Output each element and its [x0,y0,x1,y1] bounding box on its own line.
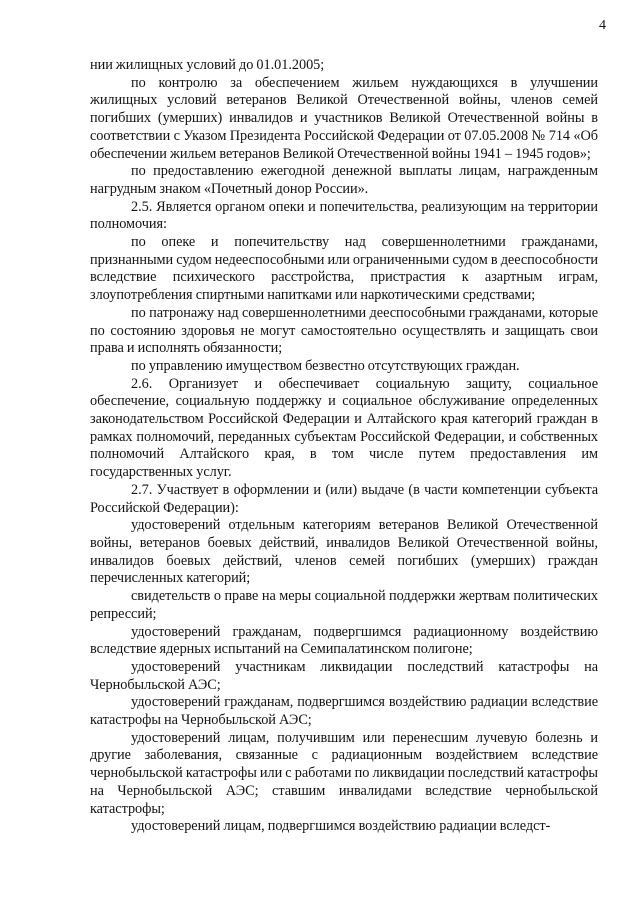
document-body [90,57,598,836]
paragraph-8: 2.6. Организует и обеспечивает социальную защиту, социальное обеспечение, социальную поддержку и социальное обслуживание определенных законодательством Российской Федерации и Алтайского края категорий граждан в рамках полномочий, переданных субъектам Российской Федерации, и собственных полномочий Алтайского края, в том числе путем предоставления им государственных услуг. [90,375,598,481]
paragraph-1: нии жилищных условий до 01.01.2005; [90,57,325,73]
paragraph-12: удостоверений гражданам, подвергшимся радиационному воздействию вследствие ядерных испытаний на Семипалатинском полигоне; [90,623,598,658]
paragraph-4: 2.5. Является органом опеки и попечительства, реализующим на территории полномочия: [90,198,598,233]
paragraph-11: свидетельств о праве на меры социальной поддержки жертвам политических репрессий; [90,588,598,622]
paragraph-16: удостоверений лицам, подвергшимся воздействию радиации вследст- [131,818,551,835]
paragraph-15: удостоверений лицам, получившим или перенесшим лучевую болезнь и другие заболевания, связанные с радиационным воздействием вследствие чернобыльской катастрофы или с работами по ликвидации последствий катастрофы на Чернобыльской АЭС; ставшим инвалидами вследствие чернобыльской катастрофы; [90,729,598,817]
paragraph-2: по контролю за обеспечением жильем нуждающихся в улучшении жилищных условий ветеранов Великой Отечественной войны, членов семей погибших (умерших) инвалидов и участников Великой Отечественной войны в соответствии с Указом Президента Российской Федерации от 07.05.2008 № 714 «Об обеспечении жильем ветеранов Великой Отечественной войны 1941 – 1945 годов»; [90,74,598,162]
paragraph-10: удостоверений отдельным категориям ветеранов Великой Отечественной войны, ветеранов боевых действий, инвалидов Великой Отечественной войны, инвалидов боевых действий, членов семей погибших (умерших) граждан перечисленных категорий; [90,517,598,587]
paragraph-7: по управлению имуществом безвестно отсутствующих граждан. [131,357,520,374]
page-number: 4 [599,18,606,33]
paragraph-9: 2.7. Участвует в оформлении и (или) выдаче (в части компетенции субъекта Российской Федерации): [90,481,598,516]
paragraph-13: удостоверений участникам ликвидации последствий катастрофы на Чернобыльской АЭС; [90,658,598,693]
paragraph-14: удостоверений гражданам, подвергшимся воздействию радиации вследствие катастрофы на Чернобыльской АЭС; [90,694,598,729]
paragraph-3: по предоставлению ежегодной денежной выплаты лицам, награжденным нагрудным знаком «Почетный донор России». [90,163,598,197]
paragraph-6: по патронажу над совершеннолетними дееспособными гражданами, которые по состоянию здоровья не могут самостоятельно осуществлять и защищать свои права и исполнять обязанности; [90,304,598,357]
paragraph-5: по опеке и попечительству над совершеннолетними гражданами, признанными судом недееспособными или ограниченными судом в дееспособности вследствие психического расстройства, пристрастия к азартным играм, злоупотребления спиртными напитками или наркотическими средствами; [90,234,598,304]
